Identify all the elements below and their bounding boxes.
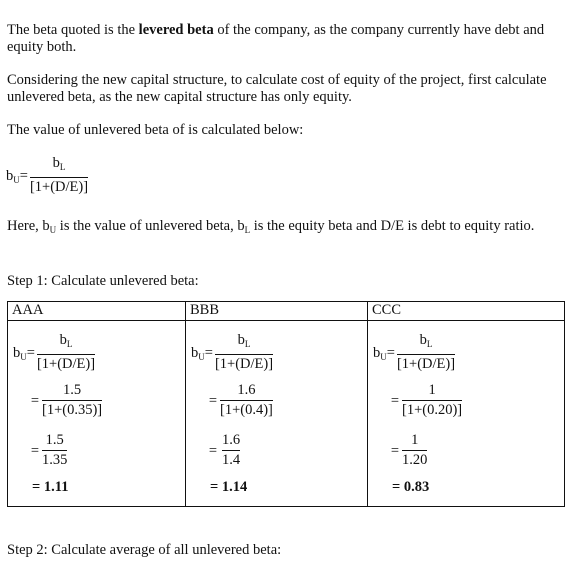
- cell-num-subscript: L: [244, 339, 251, 349]
- formula-fraction: [30, 156, 88, 196]
- step-1-heading: Step 1: Calculate unlevered beta:: [7, 273, 199, 289]
- explanation-text: is the equity beta and D/E is debt to equity ratio.: [250, 218, 535, 234]
- step-numerator: 1.5: [63, 382, 82, 398]
- intro-text: of the company, as the company currently have debt and equity both.: [7, 22, 545, 55]
- explanation-subscript-u: U: [49, 225, 57, 235]
- cell-step-equals: =: [30, 442, 40, 459]
- cell-num-symbol: b: [419, 332, 427, 348]
- cell-lhs-subscript: U: [20, 351, 27, 362]
- intro-paragraph-3: The value of unlevered beta of is calculated below:: [7, 122, 304, 138]
- cell-step-equals: =: [390, 442, 400, 459]
- numerator-subscript: L: [59, 162, 66, 172]
- step-denominator: [1+(0.35)]: [42, 402, 103, 418]
- step-numerator: 1.6: [222, 432, 241, 448]
- cell-step-2: [30, 383, 102, 419]
- table-cell-aaa: [8, 321, 186, 507]
- cell-result: = 1.11: [32, 479, 69, 495]
- step-denominator: 1.20: [402, 452, 428, 468]
- step-denominator: [1+(0.20)]: [402, 402, 463, 418]
- cell-formula: [13, 333, 95, 373]
- formula-denominator: [1+(D/E)]: [29, 179, 89, 195]
- cell-denominator: [1+(D/E)]: [214, 356, 274, 372]
- cell-lhs-symbol: b: [191, 344, 199, 361]
- cell-step-2: [390, 383, 462, 419]
- cell-result: = 0.83: [392, 479, 430, 495]
- cell-step-3: [208, 433, 242, 469]
- table-row: [8, 321, 565, 507]
- formula-lhs-subscript: U: [13, 174, 20, 185]
- formula-lhs: [6, 168, 28, 185]
- explanation-subscript-l: L: [244, 225, 251, 235]
- step-numerator: 1.5: [45, 432, 64, 448]
- cell-step-equals: =: [30, 392, 40, 409]
- intro-paragraph-1: [7, 22, 560, 56]
- formula-equals: =: [19, 167, 28, 184]
- formula-numerator: [51, 156, 68, 177]
- numerator-symbol: b: [52, 155, 60, 171]
- step-numerator: 1: [428, 382, 436, 398]
- table-header-ccc: CCC: [368, 302, 565, 321]
- cell-lhs-subscript: U: [198, 351, 205, 362]
- cell-result: = 1.14: [210, 479, 248, 495]
- step-denominator: 1.4: [222, 452, 241, 468]
- cell-denominator: [1+(D/E)]: [396, 356, 456, 372]
- cell-num-subscript: L: [426, 339, 433, 349]
- cell-step-3: [390, 433, 427, 469]
- cell-lhs-subscript: U: [380, 351, 387, 362]
- cell-lhs-symbol: b: [13, 344, 21, 361]
- step-numerator: 1: [411, 432, 419, 448]
- cell-step-3: [30, 433, 67, 469]
- explanation-text: Here, b: [7, 218, 50, 234]
- cell-step-2: [208, 383, 273, 419]
- formula-lhs-symbol: b: [6, 167, 14, 184]
- cell-equals: =: [386, 344, 395, 361]
- intro-text: The beta quoted is the: [7, 22, 139, 38]
- intro-paragraph-2: Considering the new capital structure, to calculate cost of equity of the project, first calculate unlevered beta, as the new capital structure has only equity.: [7, 72, 547, 105]
- cell-equals: =: [204, 344, 213, 361]
- table-header-aaa: AAA: [8, 302, 186, 321]
- explanation-text: is the value of unlevered beta, b: [56, 218, 245, 234]
- cell-step-equals: =: [208, 392, 218, 409]
- unlevered-beta-table: [7, 301, 565, 507]
- step-denominator: 1.35: [42, 452, 68, 468]
- step-2-heading: Step 2: Calculate average of all unlevered beta:: [7, 542, 282, 558]
- intro-bold-text: levered beta: [138, 22, 214, 38]
- unlevered-beta-formula: [6, 156, 88, 196]
- cell-num-symbol: b: [237, 332, 245, 348]
- cell-lhs-symbol: b: [373, 344, 381, 361]
- table-cell-ccc: [368, 321, 565, 507]
- explanation-paragraph: [7, 218, 560, 239]
- cell-denominator: [1+(D/E)]: [36, 356, 96, 372]
- step-denominator: [1+(0.4)]: [220, 402, 273, 418]
- step-numerator: 1.6: [237, 382, 256, 398]
- cell-num-subscript: L: [66, 339, 73, 349]
- cell-num-symbol: b: [59, 332, 67, 348]
- cell-equals: =: [26, 344, 35, 361]
- cell-step-equals: =: [208, 442, 218, 459]
- cell-formula: [373, 333, 455, 373]
- table-header-row: [8, 302, 565, 321]
- table-header-bbb: BBB: [186, 302, 368, 321]
- cell-step-equals: =: [390, 392, 400, 409]
- table-cell-bbb: [186, 321, 368, 507]
- cell-formula: [191, 333, 273, 373]
